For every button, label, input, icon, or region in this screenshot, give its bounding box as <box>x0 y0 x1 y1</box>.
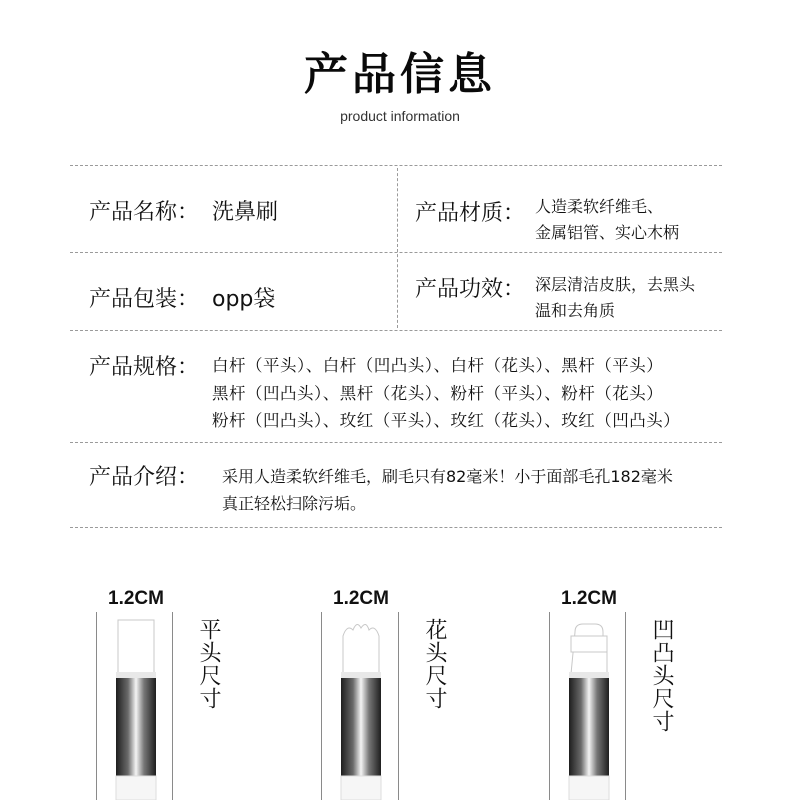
name-label: 产品名称： <box>89 200 200 225</box>
divider <box>70 442 722 443</box>
function-label: 产品功效： <box>415 277 526 302</box>
brush-type-label: 花头尺寸 <box>422 618 447 710</box>
intro-line-2: 真正轻松扫除污垢。 <box>222 494 367 513</box>
bumpy-head-brush-image <box>549 612 627 800</box>
divider <box>70 330 722 331</box>
divider <box>70 252 722 253</box>
packaging-value: opp袋 <box>212 287 276 312</box>
spec-line-1: 白杆（平头）、白杆（凹凸头）、白杆（花头）、黑杆（平头） <box>212 356 664 375</box>
name-value: 洗鼻刷 <box>212 200 279 225</box>
column-divider <box>397 168 398 328</box>
function-line-1: 深层清洁皮肤，去黑头 <box>535 275 696 294</box>
page-title: 产品信息 <box>304 49 496 100</box>
material-line-2: 金属铝管、实心木柄 <box>535 223 680 242</box>
flat-head-brush-image <box>96 612 174 800</box>
divider <box>70 527 722 528</box>
brush-type-label: 凹凸头尺寸 <box>649 618 674 733</box>
intro-line-1: 采用人造柔软纤维毛，刷毛只有82毫米！小于面部毛孔182毫米 <box>222 467 673 486</box>
intro-label: 产品介绍： <box>89 465 200 490</box>
material-line-1: 人造柔软纤维毛、 <box>535 197 664 216</box>
divider <box>70 165 722 166</box>
spec-line-3: 粉杆（凹凸头）、玫红（平头）、玫红（花头）、玫红（凹凸头） <box>212 411 681 430</box>
flower-head-brush-image <box>321 612 399 800</box>
brush-type-label: 平头尺寸 <box>196 618 221 710</box>
spec-line-2: 黑杆（凹凸头）、黑杆（花头）、粉杆（平头）、粉杆（花头） <box>212 384 664 403</box>
spec-label: 产品规格： <box>89 355 200 380</box>
brush-width-label: 1.2CM <box>333 588 389 609</box>
packaging-label: 产品包装： <box>89 287 200 312</box>
function-line-2: 温和去角质 <box>535 301 616 320</box>
brush-width-label: 1.2CM <box>561 588 617 609</box>
page-subtitle: product information <box>340 108 460 124</box>
material-label: 产品材质： <box>415 201 526 226</box>
brush-width-label: 1.2CM <box>108 588 164 609</box>
